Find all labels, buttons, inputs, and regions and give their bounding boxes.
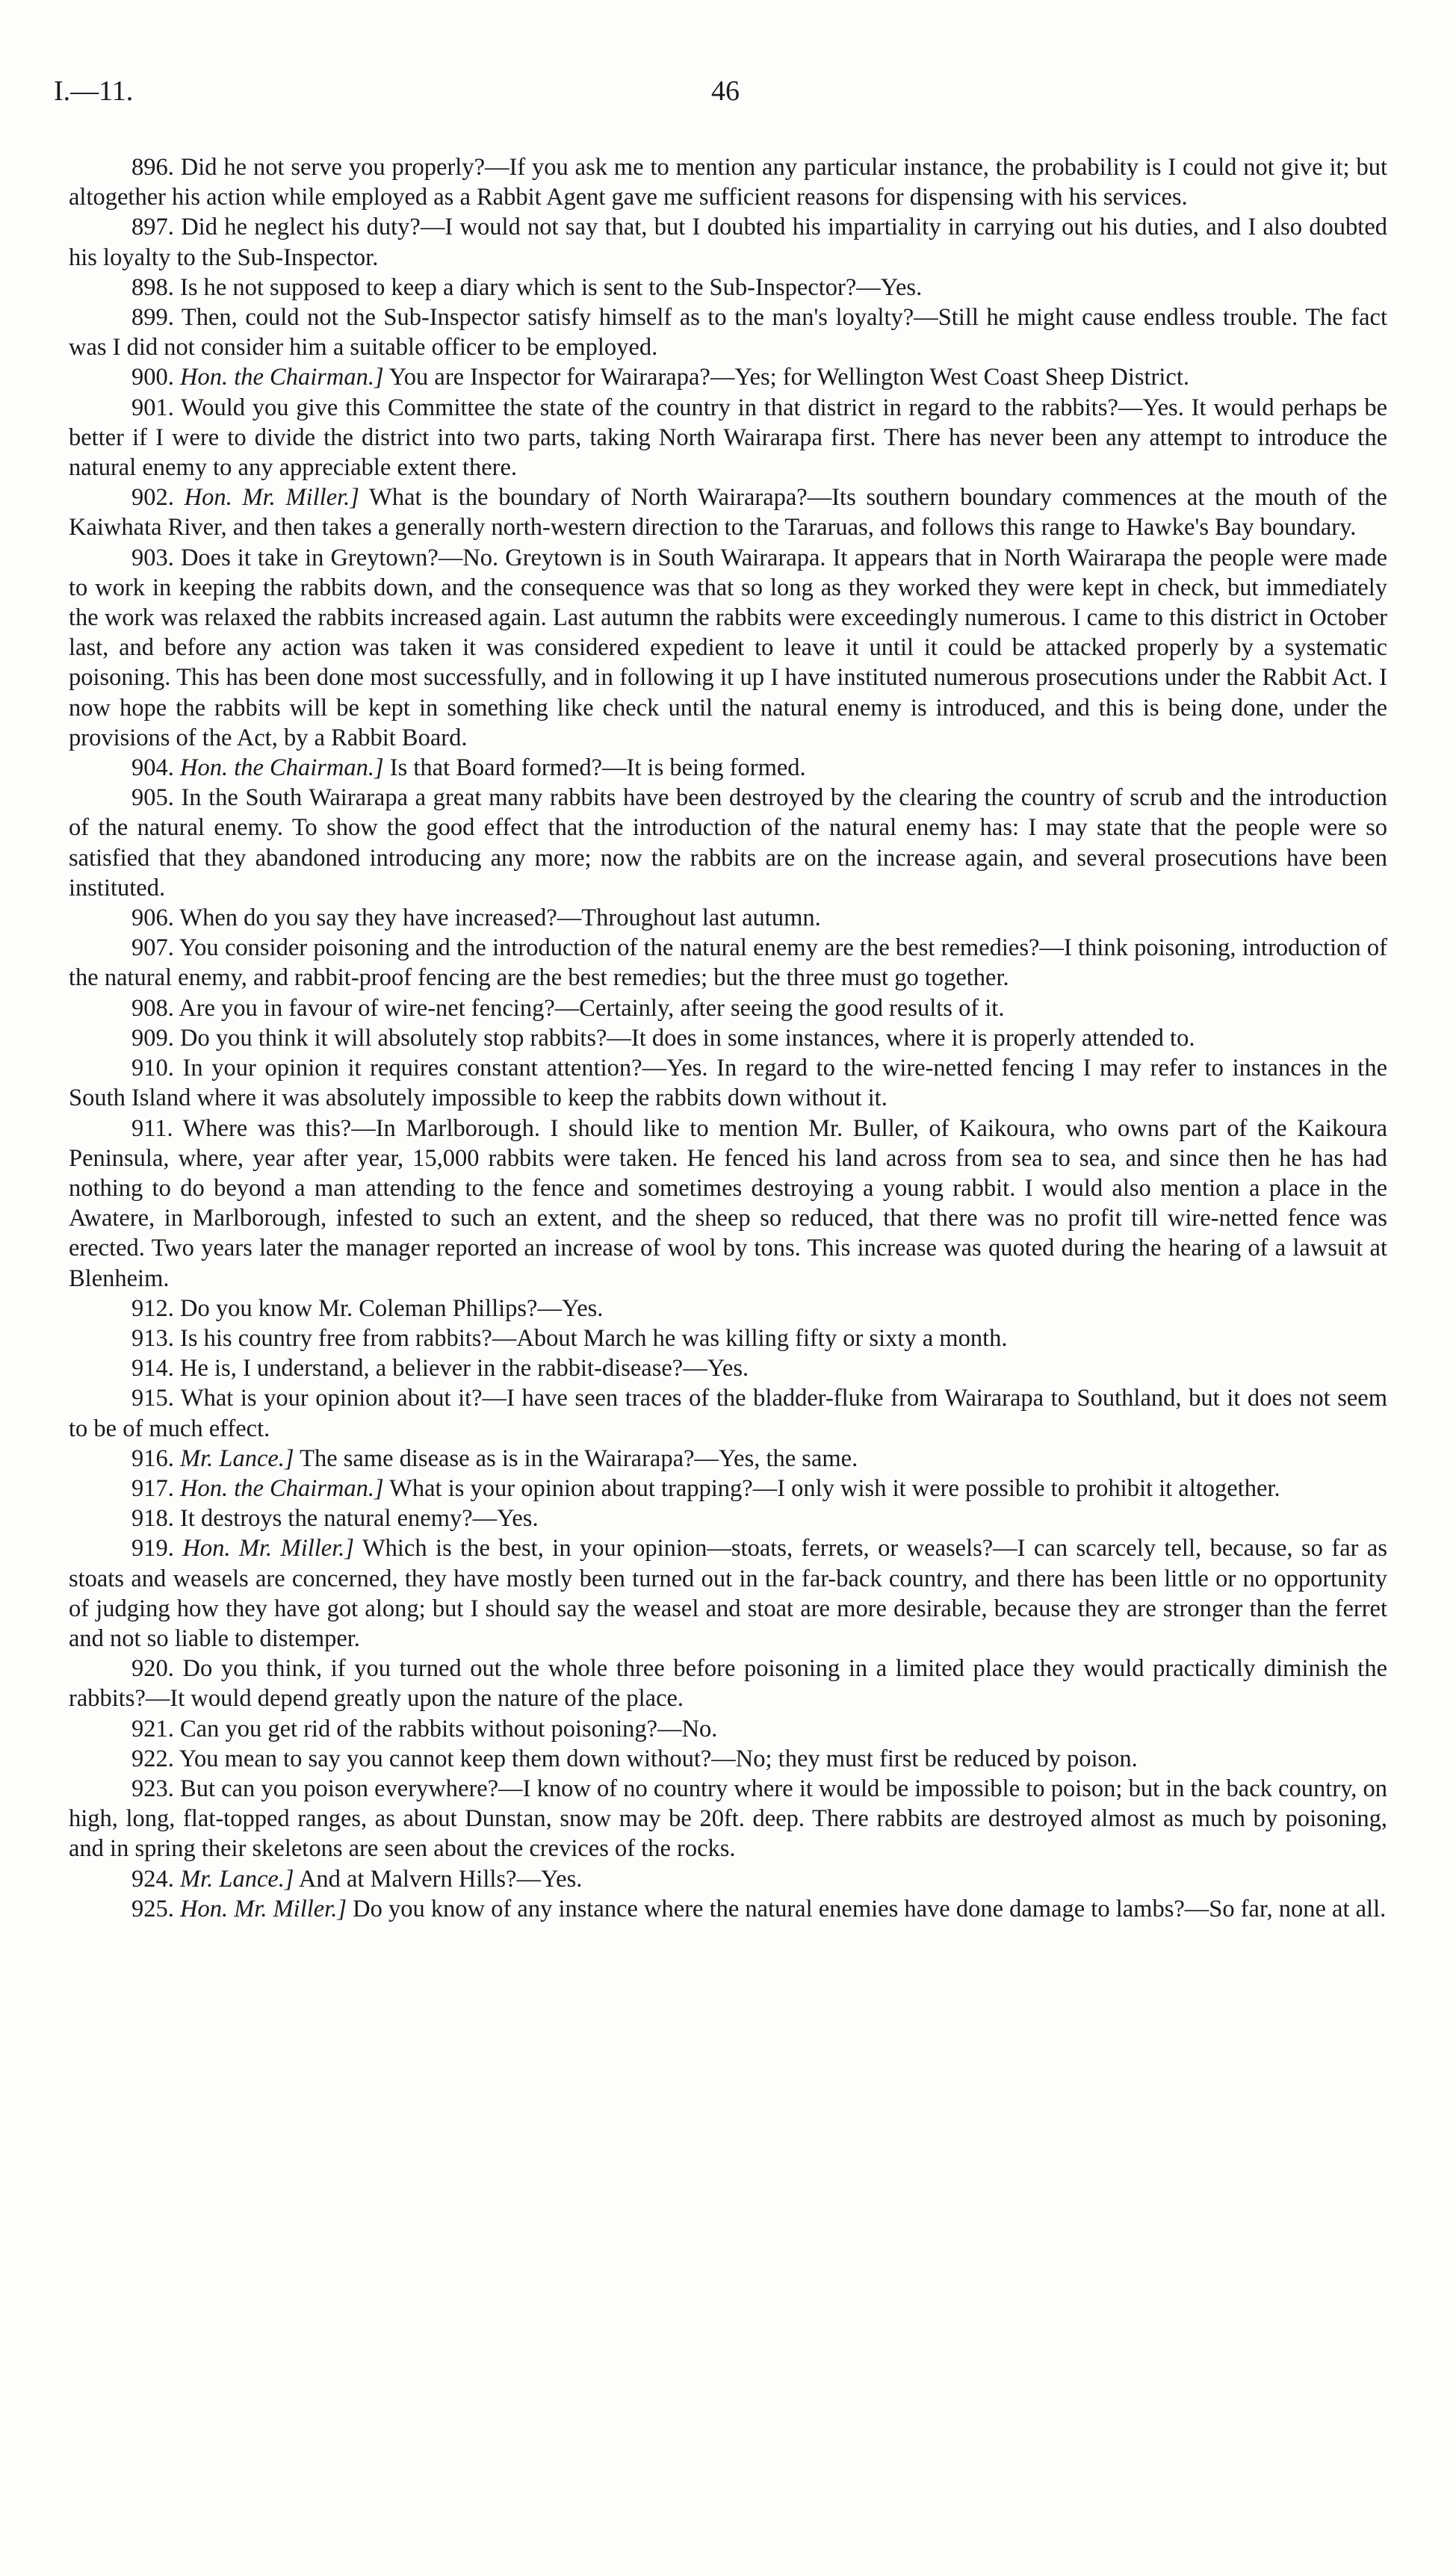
question-number: 920.	[131, 1655, 174, 1683]
speaker-label: Hon. Mr. Miller.]	[180, 1895, 347, 1922]
question-answer-text: Is his country free from rabbits?—About March he was killing fifty or sixty a month.	[180, 1324, 1008, 1352]
question-answer-text: When do you say they have increased?—Throughout last autumn.	[179, 904, 821, 932]
speaker-label: Hon. the Chairman.]	[180, 1474, 384, 1502]
question-answer-text: Can you get rid of the rabbits without poisoning?—No.	[180, 1715, 718, 1742]
testimony-paragraph	[69, 1294, 1387, 1323]
question-answer-text: You are Inspector for Wairarapa?—Yes; for Wellington West Coast Sheep District.	[388, 364, 1189, 391]
speaker-label: Hon. Mr. Miller.]	[184, 484, 359, 512]
page-header	[54, 75, 1402, 120]
testimony-paragraph	[69, 783, 1387, 903]
question-number: 921.	[131, 1715, 174, 1742]
question-number: 914.	[131, 1355, 174, 1382]
question-number: 918.	[131, 1505, 174, 1533]
question-answer-text: Do you think it will absolutely stop rabbits?—It does in some instances, where it is properly attended to.	[180, 1024, 1195, 1052]
question-number: 913.	[131, 1324, 174, 1352]
question-answer-text: Did he not serve you properly?—If you ask me to mention any particular instance, the probability is I could not give it; but altogether his action while employed as a Rabbit Agent gave me sufficient reasons for dispensing with his services.	[69, 154, 1387, 211]
question-number: 919.	[131, 1535, 174, 1562]
testimony-paragraph	[69, 1714, 1387, 1744]
testimony-paragraph	[69, 903, 1387, 933]
testimony-paragraph	[69, 1503, 1387, 1533]
question-number: 911.	[131, 1114, 173, 1142]
question-number: 907.	[131, 934, 174, 962]
testimony-paragraph	[69, 993, 1387, 1023]
question-number: 906.	[131, 904, 174, 932]
question-answer-text: Which is the best, in your opinion—stoats, ferrets, or weasels?—I can scarcely tell, because, so far as stoats and weasels are concerned, they have mostly been turned out in the far-back country, and there has been little or no opportunity of judging how they have got along; but I should say the weasel and stoat are more desirable, because they are stronger than the ferret and not so liable to distemper.	[69, 1535, 1387, 1652]
question-answer-text: Do you know Mr. Coleman Phillips?—Yes.	[180, 1294, 604, 1322]
question-number: 916.	[131, 1444, 174, 1472]
question-number: 922.	[131, 1745, 174, 1772]
question-number: 898.	[131, 273, 174, 301]
testimony-paragraph	[69, 1864, 1387, 1894]
testimony-paragraph	[69, 1744, 1387, 1774]
question-number: 902.	[131, 484, 174, 512]
question-number: 925.	[131, 1895, 174, 1922]
testimony-paragraph	[69, 152, 1387, 212]
question-answer-text: Is he not supposed to keep a diary which is sent to the Sub-Inspector?—Yes.	[180, 273, 923, 301]
document-body	[69, 152, 1387, 1924]
testimony-paragraph	[69, 1654, 1387, 1713]
question-answer-text: What is your opinion about it?—I have seen traces of the bladder-fluke from Wairarapa to Southland, but it does not seem to be of much effect.	[69, 1385, 1387, 1442]
testimony-paragraph	[69, 1114, 1387, 1294]
question-answer-text: But can you poison everywhere?—I know of no country where it would be impossible to poison; but in the back country, on high, long, flat-topped ranges, as about Dunstan, snow may be 20ft. deep. There rabbits are destroyed almost as much by poisoning, and in spring their skeletons are seen about the crevices of the rocks.	[69, 1775, 1387, 1863]
testimony-paragraph	[69, 1774, 1387, 1864]
testimony-paragraph	[69, 1474, 1387, 1503]
question-number: 912.	[131, 1294, 174, 1322]
question-answer-text: Would you give this Committee the state of the country in that district in regard to the rabbits?—Yes. It would perhaps be better if I were to divide the district into two parts, taking North Wairarapa first. There has never been any attempt to introduce the natural enemy to any appreciable extent there.	[69, 394, 1387, 482]
question-answer-text: Then, could not the Sub-Inspector satisfy himself as to the man's loyalty?—Still he might cause endless trouble. The fact was I did not consider him a suitable officer to be employed.	[69, 304, 1387, 361]
question-answer-text: In the South Wairarapa a great many rabbits have been destroyed by the clearing the country of scrub and the introduction of the natural enemy. To show the good effect that the introduction of the natural enemy has: I may state that the people were so satisfied that they abandoned introducing any more; now the rabbits are on the increase again, and several prosecutions have been instituted.	[69, 784, 1388, 901]
question-answer-text: It destroys the natural enemy?—Yes.	[180, 1505, 539, 1533]
question-number: 900.	[131, 364, 174, 391]
question-answer-text: He is, I understand, a believer in the rabbit-disease?—Yes.	[180, 1355, 749, 1382]
speaker-label: Hon. Mr. Miller.]	[182, 1535, 355, 1562]
question-answer-text: Does it take in Greytown?—No. Greytown is in South Wairarapa. It appears that in North Wairarapa the people were made to work in keeping the rabbits down, and the consequence was that so long as they worked they were kept in check, but immediately the work was relaxed the rabbits increased again. Last autumn the rabbits were exceedingly numerous. I came to this district in October last, and before any action was taken it was considered expedient to leave it until it could be attacked properly by a systematic poisoning. This has been done most successfully, and in following it up I have instituted numerous prosecutions under the Rabbit Act. I now hope the rabbits will be kept in something like check until the natural enemy is introduced, and this is being done, under the provisions of the Act, by a Rabbit Board.	[69, 544, 1387, 751]
testimony-paragraph	[69, 393, 1387, 483]
testimony-paragraph	[69, 302, 1387, 362]
testimony-paragraph	[69, 1533, 1387, 1654]
question-answer-text: In your opinion it requires constant attention?—Yes. In regard to the wire-netted fencing I may refer to instances in the South Island where it was absolutely impossible to keep the rabbits down without it.	[69, 1055, 1387, 1112]
question-number: 910.	[131, 1055, 174, 1082]
question-number: 897.	[131, 214, 174, 241]
speaker-label: Mr. Lance.]	[180, 1865, 294, 1893]
question-number: 908.	[131, 994, 174, 1022]
testimony-paragraph	[69, 273, 1387, 302]
testimony-paragraph	[69, 1023, 1387, 1053]
document-reference: I.—11.	[54, 75, 134, 107]
testimony-paragraph	[69, 543, 1387, 753]
testimony-paragraph	[69, 753, 1387, 783]
question-answer-text: Do you think, if you turned out the whole three before poisoning in a limited place they would practically diminish the rabbits?—It would depend greatly upon the nature of the place.	[69, 1655, 1387, 1713]
question-answer-text: Did he neglect his duty?—I would not say that, but I doubted his impartiality in carrying out his duties, and I also doubted his loyalty to the Sub-Inspector.	[69, 214, 1387, 271]
testimony-paragraph	[69, 1053, 1387, 1113]
question-number: 904.	[131, 754, 174, 782]
question-answer-text: Is that Board formed?—It is being formed.	[389, 754, 806, 782]
testimony-paragraph	[69, 1894, 1387, 1924]
testimony-paragraph	[69, 933, 1387, 993]
question-answer-text: What is your opinion about trapping?—I only wish it were possible to prohibit it altogether.	[389, 1474, 1280, 1502]
question-answer-text: And at Malvern Hills?—Yes.	[298, 1865, 583, 1893]
testimony-paragraph	[69, 362, 1387, 392]
question-number: 917.	[131, 1474, 174, 1502]
question-answer-text: You mean to say you cannot keep them down without?—No; they must first be reduced by poison.	[179, 1745, 1138, 1772]
question-answer-text: Do you know of any instance where the natural enemies have done damage to lambs?—So far, none at all.	[353, 1895, 1387, 1922]
question-number: 899.	[131, 304, 174, 332]
question-number: 915.	[131, 1385, 174, 1412]
question-answer-text: Where was this?—In Marlborough. I should like to mention Mr. Buller, of Kaikoura, who owns part of the Kaikoura Peninsula, where, year after year, 15,000 rabbits were taken. He fenced his land across from sea to sea, and since then he has had nothing to do beyond a man attending to the fence and sometimes destroying a young rabbit. I would also mention a place in the Awatere, in Marlborough, infested to such an extent, and the sheep so reduced, that there was no profit till wire-netted fence was erected. Two years later the manager reported an increase of wool by tons. This increase was quoted during the hearing of a lawsuit at Blenheim.	[69, 1114, 1387, 1292]
question-number: 923.	[131, 1775, 174, 1802]
testimony-paragraph	[69, 212, 1387, 272]
question-answer-text: Are you in favour of wire-net fencing?—Certainly, after seeing the good results of it.	[179, 994, 1005, 1022]
testimony-paragraph	[69, 1323, 1387, 1353]
speaker-label: Hon. the Chairman.]	[180, 754, 384, 782]
speaker-label: Mr. Lance.]	[180, 1444, 294, 1472]
question-number: 901.	[131, 394, 174, 421]
question-number: 909.	[131, 1024, 174, 1052]
testimony-paragraph	[69, 1353, 1387, 1383]
question-number: 905.	[131, 784, 174, 812]
testimony-paragraph	[69, 1383, 1387, 1443]
question-answer-text: What is the boundary of North Wairarapa?—Its southern boundary commences at the mouth of the Kaiwhata River, and then takes a generally north-western direction to the Tararuas, and follows this range to Hawke's Bay boundary.	[69, 484, 1387, 541]
page-number: 46	[711, 75, 740, 107]
testimony-paragraph	[69, 482, 1387, 542]
question-number: 896.	[131, 154, 174, 181]
testimony-paragraph	[69, 1444, 1387, 1474]
question-number: 924.	[131, 1865, 174, 1893]
speaker-label: Hon. the Chairman.]	[180, 364, 384, 391]
question-answer-text: The same disease as is in the Wairarapa?—Yes, the same.	[300, 1444, 858, 1472]
question-number: 903.	[131, 544, 174, 571]
question-answer-text: You consider poisoning and the introduction of the natural enemy are the best remedies?—I think poisoning, introduction of the natural enemy, and rabbit-proof fencing are the best remedies; but the three must go together.	[69, 934, 1387, 992]
